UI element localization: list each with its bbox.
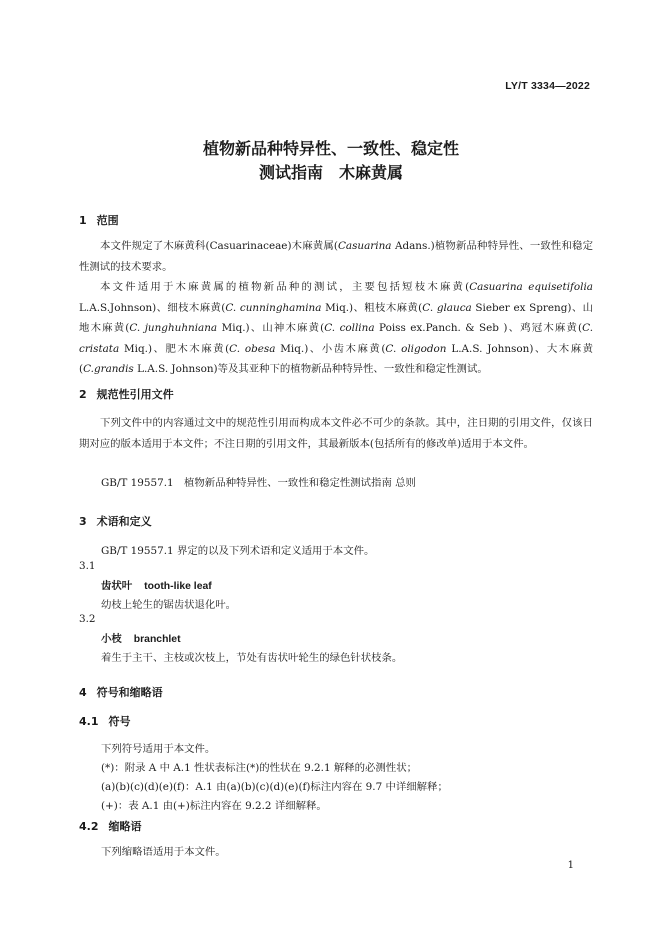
section-number: 2 xyxy=(79,388,87,401)
term-zh: 小枝 xyxy=(101,633,122,645)
subsection-title: 符号 xyxy=(108,715,131,728)
section-number: 1 xyxy=(79,214,87,227)
normative-reference: GB/T 19557.1 植物新品种特异性、一致性和稳定性测试指南 总则 xyxy=(101,477,416,489)
section-2-heading xyxy=(79,386,174,402)
subsection-4-1-heading xyxy=(79,713,131,729)
section-title: 规范性引用文件 xyxy=(96,388,174,401)
section-title: 符号和缩略语 xyxy=(96,686,163,699)
term-heading xyxy=(101,577,212,592)
section-4-heading xyxy=(79,684,163,700)
document-title-line2: 测试指南 木麻黄属 xyxy=(258,163,403,182)
term-definition: 幼枝上轮生的锯齿状退化叶。 xyxy=(101,599,237,611)
document-title-line1: 植物新品种特异性、一致性、稳定性 xyxy=(202,139,459,158)
standard-code: LY/T 3334—2022 xyxy=(505,80,590,92)
term-zh: 齿状叶 xyxy=(101,580,133,592)
symbol-line: (a)(b)(c)(d)(e)(f)：A.1 由(a)(b)(c)(d)(e)(f)标注内容在 9.7 中详细解释； xyxy=(101,781,448,793)
subsection-number: 4.1 xyxy=(79,715,99,728)
page-number: 1 xyxy=(567,860,574,871)
subsection-title: 缩略语 xyxy=(108,820,142,833)
section-title: 范围 xyxy=(96,214,119,227)
section-3-intro: GB/T 19557.1 界定的以及下列术语和定义适用于本文件。 xyxy=(101,545,375,557)
term-heading xyxy=(101,630,181,645)
section-2-paragraph: 下列文件中的内容通过文中的规范性引用而构成本文件必不可少的条款。其中，注日期的引用文件，仅该日期对应的版本适用于本文件；不注日期的引用文件，其最新版本(包括所有的修改单)适用于本文件。 xyxy=(79,417,593,450)
symbol-line: 下列符号适用于本文件。 xyxy=(101,743,216,755)
symbol-line: (*)：附录 A 中 A.1 性状表标注(*)的性状在 9.2.1 解释的必测性状； xyxy=(101,762,417,774)
abbreviation-line: 下列缩略语适用于本文件。 xyxy=(101,846,226,858)
section-number: 3 xyxy=(79,515,87,528)
section-number: 4 xyxy=(79,686,87,699)
term-definition: 着生于主干、主枝或次枝上，节处有齿状叶轮生的绿色针状枝条。 xyxy=(101,652,403,664)
term-number: 3.1 xyxy=(79,560,96,572)
subsection-number: 4.2 xyxy=(79,820,99,833)
section-1-paragraph-2: 本文件适用于木麻黄属的植物新品种的测试，主要包括短枝木麻黄(Casuarina equisetifolia L.A.S.Johnson)、细枝木麻黄(C. cunninghamina Miq.)、粗枝木麻黄(C. glauca Sieber ex Spreng)、山地木麻黄(C. junghuhniana Miq.)、山神木麻黄(C. collina Poiss ex.Panch. & Seb )、鸡冠木麻黄(C. cristata Miq.)、肥木木麻黄(C. obesa Miq.)、小齿木麻黄(C. oligodon L.A.S. Johnson)、大木麻黄(C.grandis L.A.S. Johnson)等及其亚种下的植物新品种特异性、一致性和稳定性测试。 xyxy=(79,281,594,375)
subsection-4-2-heading xyxy=(79,818,142,834)
section-title: 术语和定义 xyxy=(96,515,152,528)
section-1-paragraph-1: 本文件规定了木麻黄科(Casuarinaceae)木麻黄属(Casuarina Adans.)植物新品种特异性、一致性和稳定性测试的技术要求。 xyxy=(79,240,593,273)
term-number: 3.2 xyxy=(79,613,96,625)
symbol-line: (+)：表 A.1 由(+)标注内容在 9.2.2 详细解释。 xyxy=(101,800,327,812)
section-3-heading xyxy=(79,513,152,529)
term-en: branchlet xyxy=(133,634,181,645)
term-en: tooth-like leaf xyxy=(144,581,212,592)
section-1-heading xyxy=(79,212,119,228)
